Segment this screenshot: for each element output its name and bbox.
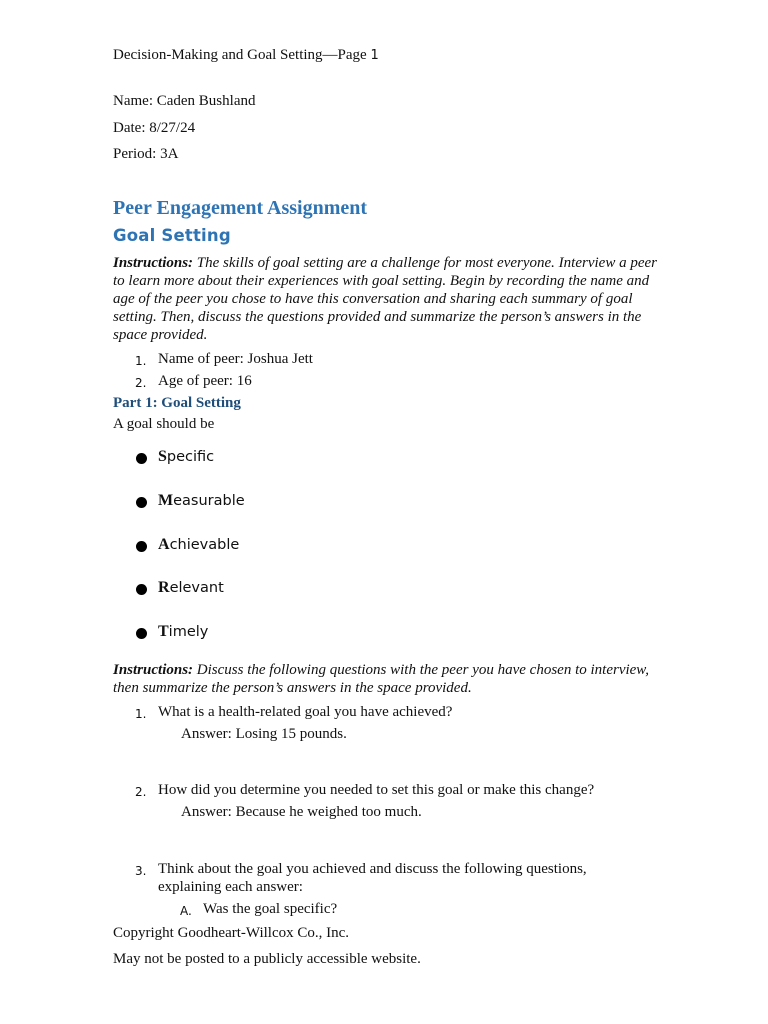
smart-item-specific: Specific <box>158 448 215 465</box>
section-title: Goal Setting <box>113 226 231 245</box>
part1-title: Part 1: Goal Setting <box>113 395 241 411</box>
bullet-icon <box>136 453 147 464</box>
page-header <box>113 47 379 64</box>
list-number: 1. <box>135 707 147 721</box>
question-3-line-2: explaining each answer: <box>158 879 303 895</box>
bullet-icon <box>136 541 147 552</box>
instructions-text: Discuss the following questions with the peer you have chosen to interview, then summarize the person’s answers in the space provided. <box>113 662 649 696</box>
student-period: Period: 3A <box>113 146 179 162</box>
goal-intro: A goal should be <box>113 416 215 432</box>
answer-2: Answer: Because he weighed too much. <box>181 804 422 820</box>
list-number: 2. <box>135 376 147 390</box>
assignment-title: Peer Engagement Assignment <box>113 197 368 219</box>
header-page-number: 1 <box>370 48 379 63</box>
header-separator: — <box>322 47 338 63</box>
smart-item-measurable: Measurable <box>158 492 245 509</box>
instructions-paragraph <box>113 254 658 344</box>
sub-question-a: Was the goal specific? <box>203 901 338 917</box>
bullet-icon <box>136 628 147 639</box>
header-page-label: Page <box>337 47 367 63</box>
smart-item-relevant: Relevant <box>158 579 224 596</box>
peer-age: Age of peer: 16 <box>158 373 252 389</box>
footer-notice: May not be posted to a publicly accessible website. <box>113 951 421 967</box>
bullet-icon <box>136 584 147 595</box>
smart-item-achievable: Achievable <box>158 536 240 553</box>
smart-item-timely: Timely <box>158 623 209 640</box>
list-number: 2. <box>135 785 147 799</box>
instructions-text: The skills of goal setting are a challenge for most everyone. Interview a peer to learn more about their experiences with goal setting. Begin by recording the name and age of the peer you chose to have this conversation and sharing each summary of goal setting. Then, discuss the questions provided and summarize the person’s answers in the space provided. <box>113 255 657 343</box>
answer-1: Answer: Losing 15 pounds. <box>181 726 347 742</box>
question-1: What is a health-related goal you have achieved? <box>158 704 453 720</box>
student-date: Date: 8/27/24 <box>113 120 196 136</box>
list-number: 1. <box>135 354 147 368</box>
peer-name: Name of peer: Joshua Jett <box>158 351 313 367</box>
footer-copyright: Copyright Goodheart-Willcox Co., Inc. <box>113 925 350 941</box>
header-title: Decision-Making and Goal Setting <box>113 47 323 63</box>
bullet-icon <box>136 497 147 508</box>
instructions-label: Instructions: <box>113 662 194 678</box>
instructions-label: Instructions: <box>113 255 194 271</box>
student-name: Name: Caden Bushland <box>113 93 256 109</box>
question-2: How did you determine you needed to set this goal or make this change? <box>158 782 595 798</box>
sub-list-letter: A. <box>180 904 192 918</box>
list-number: 3. <box>135 864 147 878</box>
instructions-paragraph-2 <box>113 661 658 697</box>
question-3-line-1: Think about the goal you achieved and discuss the following questions, <box>158 861 587 877</box>
